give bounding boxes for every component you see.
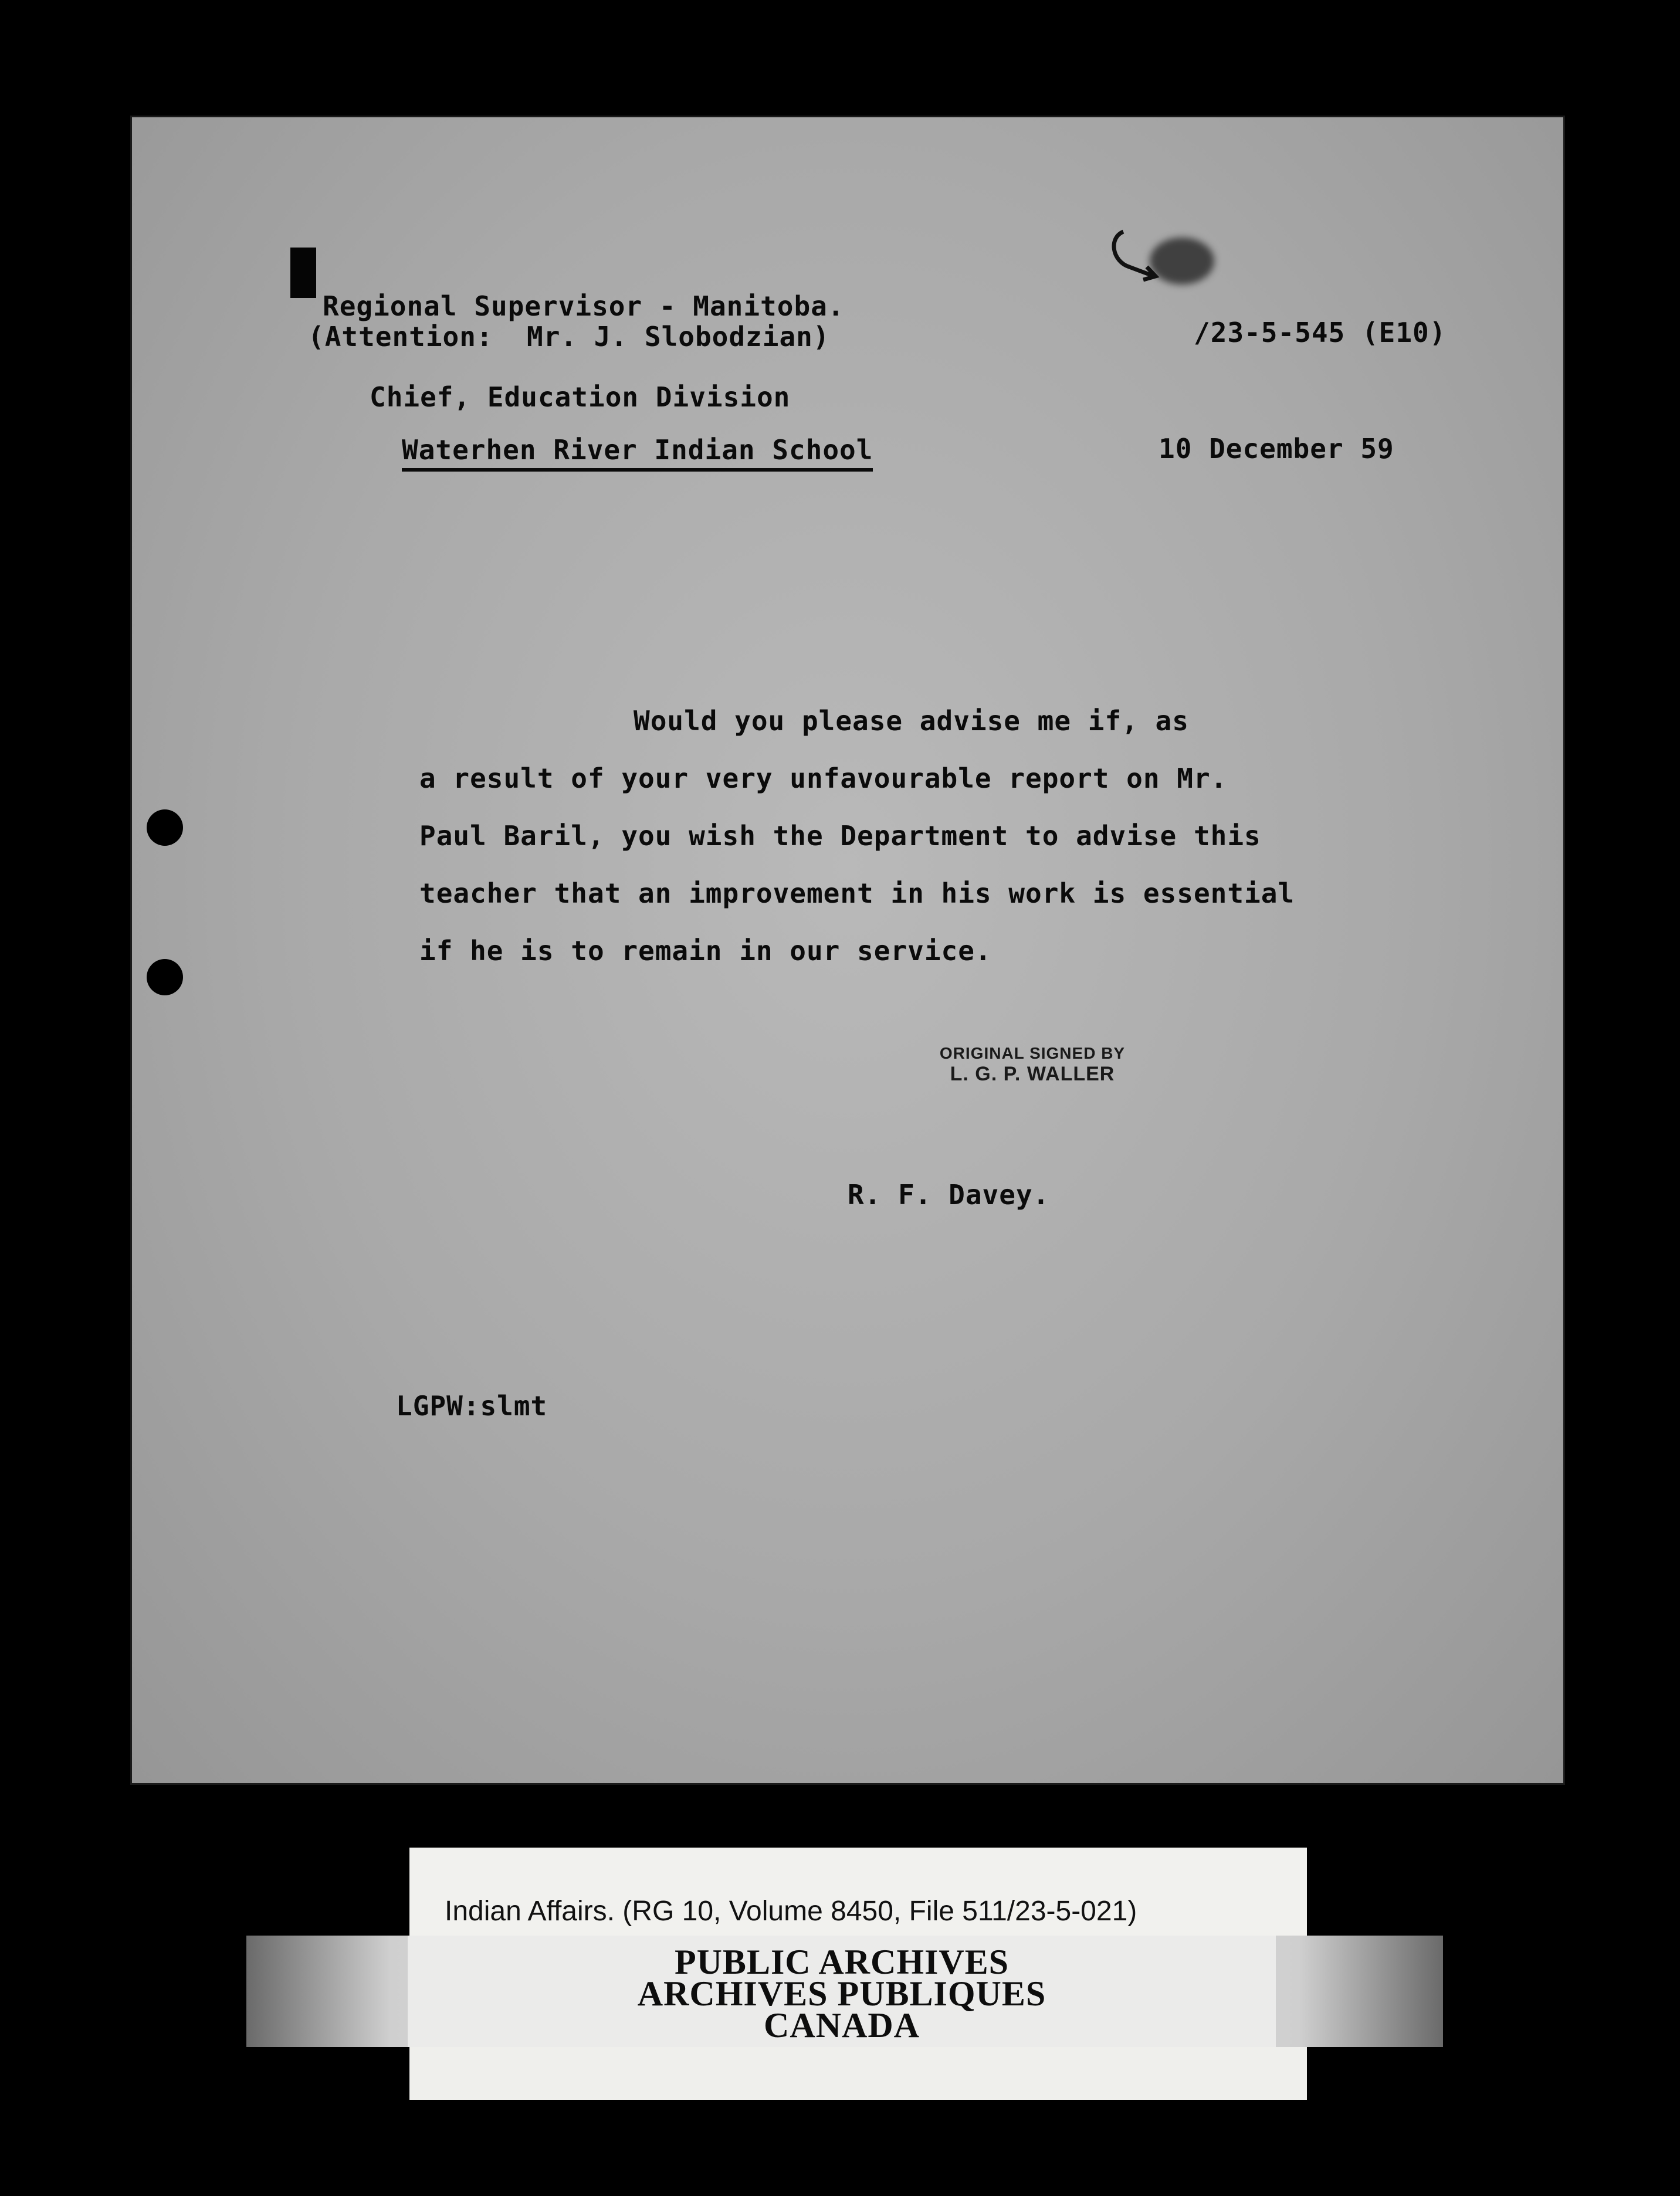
- signature-name: R. F. Davey.: [848, 1179, 1050, 1211]
- from-line: Chief, Education Division: [370, 381, 791, 413]
- archive-name-line-2: ARCHIVES PUBLIQUES: [637, 1974, 1046, 2013]
- punch-hole-top: [147, 809, 183, 846]
- body-line-3: Paul Baril, you wish the Department to advise this: [419, 820, 1261, 852]
- signature-stamp: [921, 1044, 1144, 1086]
- archive-name-line-1: PUBLIC ARCHIVES: [674, 1943, 1010, 1981]
- body-line-4: teacher that an improvement in his work is essential: [419, 877, 1295, 909]
- archive-reference-text: Indian Affairs. (RG 10, Volume 8450, File 511/23-5-021): [445, 1896, 1137, 1927]
- date-line: 10 December 59: [1159, 433, 1394, 465]
- archive-strip-bottom: [409, 2047, 1307, 2100]
- file-reference: /23-5-545 (E10): [1194, 317, 1447, 348]
- archive-name: [408, 1943, 1276, 2045]
- ink-marker: [290, 248, 316, 298]
- body-line-5: if he is to remain in our service.: [419, 935, 992, 967]
- typist-initials: LGPW:slmt: [396, 1390, 548, 1422]
- body-line-2: a result of your very unfavourable report on Mr.: [419, 762, 1228, 794]
- archive-band: [246, 1936, 1443, 2047]
- memo-page: [132, 117, 1563, 1783]
- archive-label: [408, 1936, 1276, 2047]
- handwritten-arrow-icon: [1106, 226, 1194, 296]
- stamp-line-1: ORIGINAL SIGNED BY: [939, 1044, 1126, 1062]
- archive-name-line-3: CANADA: [764, 2006, 920, 2045]
- punch-hole-bottom: [147, 959, 183, 995]
- subject-line: Waterhen River Indian School: [402, 434, 873, 472]
- body-line-1: Would you please advise me if, as: [634, 705, 1189, 737]
- addressee-line: Regional Supervisor - Manitoba.: [323, 290, 845, 322]
- attention-line: (Attention: Mr. J. Slobodzian): [308, 321, 830, 353]
- stamp-line-2: L. G. P. WALLER: [950, 1063, 1115, 1085]
- archive-reference-strip: [409, 1848, 1307, 1936]
